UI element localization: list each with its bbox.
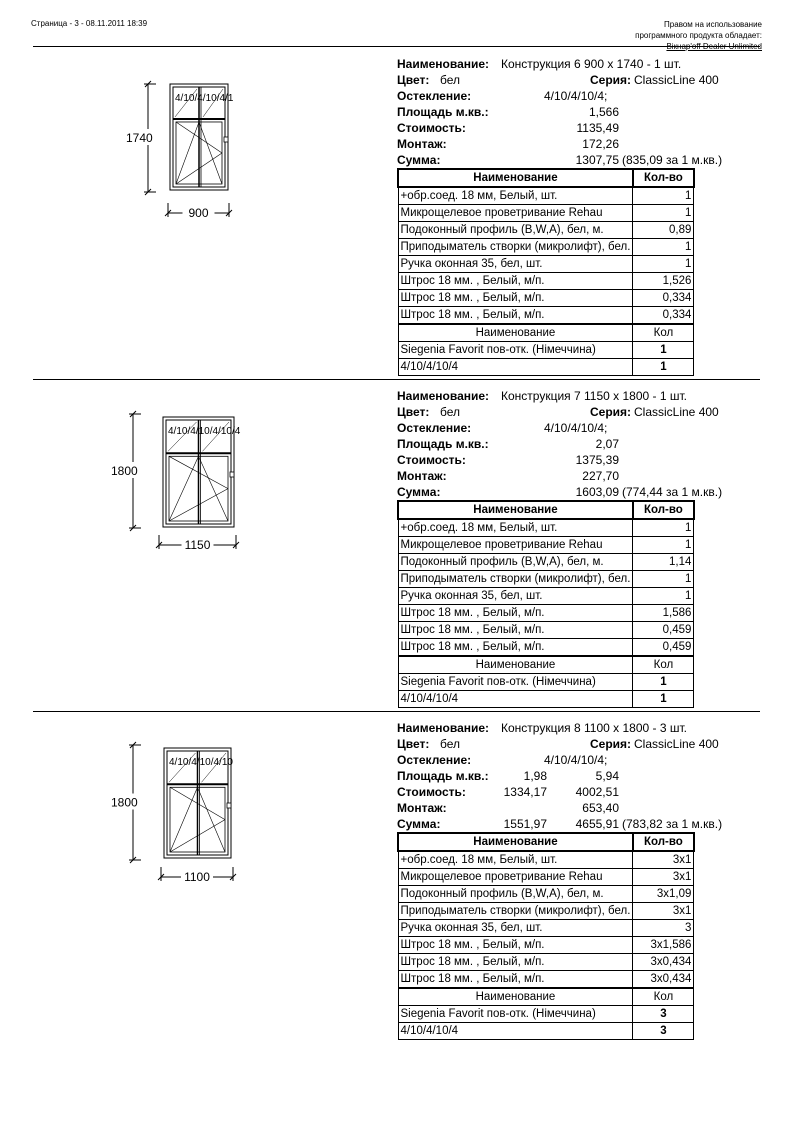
table-row: [398, 187, 694, 205]
glazing-value: 4/10/4/10/4;: [544, 421, 608, 435]
item-name: Штрос 18 мм. , Белый, м/п.: [398, 622, 633, 639]
table-row: [398, 971, 694, 989]
sub-col-qty: Кол: [633, 988, 694, 1006]
item-qty: 1: [633, 205, 694, 222]
handle-icon: [224, 137, 228, 142]
sub-item-qty: 1: [633, 691, 694, 708]
item-name: Штрос 18 мм. , Белый, м/п.: [398, 971, 633, 989]
sub-item-qty: 3: [633, 1023, 694, 1040]
handle-icon: [230, 472, 234, 477]
install-label: Монтаж:: [397, 137, 447, 151]
table-row: [398, 222, 694, 239]
table-row: [398, 954, 694, 971]
item-qty: 3x0,434: [633, 954, 694, 971]
construction-name: Конструкция 7 1150 x 1800 - 1 шт.: [501, 389, 687, 403]
table-row: [398, 920, 694, 937]
item-qty: 3x1: [633, 903, 694, 920]
sum-unit-value: 1551,97: [503, 817, 547, 831]
item-name: +обр.соед. 18 мм, Белый, шт.: [398, 519, 633, 537]
series-value: ClassicLine 400: [634, 73, 719, 87]
item-qty: 1: [633, 187, 694, 205]
price-per-m2: (835,09 за 1 м.кв.): [622, 153, 723, 167]
sub-item-name: Siegenia Favorit пов-отк. (Німеччина): [398, 1006, 633, 1023]
cost-label: Стоимость:: [397, 785, 466, 799]
sub-col-qty: Кол: [633, 324, 694, 342]
cost-label: Стоимость:: [397, 453, 466, 467]
series-value: ClassicLine 400: [634, 737, 719, 751]
item-qty: 1: [633, 239, 694, 256]
table-row: [398, 239, 694, 256]
cost-label: Стоимость:: [397, 121, 466, 135]
sum-value: 1603,09: [575, 485, 619, 499]
sum-value: 1307,75: [575, 153, 619, 167]
item-name: Приподыматель створки (микролифт), бел.: [398, 239, 633, 256]
install-value: 653,40: [582, 801, 619, 815]
license-line-2: программного продукта обладает:: [635, 31, 762, 40]
name-label: Наименование:: [397, 721, 490, 735]
table-row: [398, 903, 694, 920]
col-header-qty: Кол-во: [633, 833, 694, 851]
color-value: бел: [440, 73, 461, 87]
handle-icon: [227, 803, 231, 808]
item-name: Штрос 18 мм. , Белый, м/п.: [398, 639, 633, 657]
table-header-row: [398, 169, 694, 187]
table-row: [398, 571, 694, 588]
construction-name: Конструкция 6 900 x 1740 - 1 шт.: [501, 57, 682, 71]
items-table: [397, 500, 695, 708]
item-name: +обр.соед. 18 мм, Белый, шт.: [398, 187, 633, 205]
cost-value: 1375,39: [575, 453, 619, 467]
sub-item-qty: 1: [633, 359, 694, 376]
item-qty: 0,334: [633, 307, 694, 325]
item-qty: 3x1: [633, 851, 694, 869]
area-value: 2,07: [595, 437, 619, 451]
item-qty: 1: [633, 571, 694, 588]
install-label: Монтаж:: [397, 469, 447, 483]
sub-item-name: 4/10/4/10/4: [398, 359, 633, 376]
pane-label: 4/10/4/10/4/10/4: [168, 426, 241, 437]
item-name: +обр.соед. 18 мм, Белый, шт.: [398, 851, 633, 869]
col-header-qty: Кол-во: [633, 501, 694, 519]
construction-info: [397, 388, 757, 500]
item-qty: 1: [633, 256, 694, 273]
item-name: Микрощелевое проветривание Rehau: [398, 205, 633, 222]
item-qty: 0,334: [633, 290, 694, 307]
sum-label: Сумма:: [397, 485, 441, 499]
sub-item-name: 4/10/4/10/4: [398, 691, 633, 708]
page-header-left: Страница - 3 - 08.11.2011 18:39: [31, 19, 148, 28]
pane-label: 4/10/4/10/4/1: [175, 93, 234, 104]
sub-item-name: Siegenia Favorit пов-отк. (Німеччина): [398, 674, 633, 691]
item-qty: 0,459: [633, 639, 694, 657]
item-name: Приподыматель створки (микролифт), бел.: [398, 571, 633, 588]
glazing-label: Остекление:: [397, 89, 472, 103]
construction-info: [397, 720, 757, 832]
cost-value: 4002,51: [575, 785, 619, 799]
col-header-name: Наименование: [398, 833, 633, 851]
series-label: Серия:: [590, 73, 632, 87]
table-row: [398, 605, 694, 622]
item-name: Подоконный профиль (B,W,A), бел, м.: [398, 886, 633, 903]
color-value: бел: [440, 737, 461, 751]
area-label: Площадь м.кв.:: [397, 769, 489, 783]
sub-header-row: [398, 988, 694, 1006]
sub-header-row: [398, 324, 694, 342]
item-qty: 1,586: [633, 605, 694, 622]
sub-col-qty: Кол: [633, 656, 694, 674]
sum-value: 4655,91: [575, 817, 619, 831]
items-table: [397, 832, 695, 1040]
table-row: [398, 290, 694, 307]
sub-item-qty: 1: [633, 674, 694, 691]
item-name: Микрощелевое проветривание Rehau: [398, 869, 633, 886]
table-row: [398, 359, 694, 376]
series-label: Серия:: [590, 405, 632, 419]
table-row: [398, 869, 694, 886]
name-label: Наименование:: [397, 389, 490, 403]
sub-col-name: Наименование: [398, 324, 633, 342]
sub-item-name: 4/10/4/10/4: [398, 1023, 633, 1040]
item-name: Штрос 18 мм. , Белый, м/п.: [398, 290, 633, 307]
table-row: [398, 674, 694, 691]
item-name: Штрос 18 мм. , Белый, м/п.: [398, 273, 633, 290]
item-qty: 3x1,586: [633, 937, 694, 954]
table-row: [398, 1023, 694, 1040]
table-header-row: [398, 501, 694, 519]
item-qty: 1,14: [633, 554, 694, 571]
glazing-value: 4/10/4/10/4;: [544, 89, 608, 103]
item-qty: 3x1,09: [633, 886, 694, 903]
width-dimension: 1100: [184, 870, 210, 884]
table-row: [398, 307, 694, 325]
sub-item-name: Siegenia Favorit пов-отк. (Німеччина): [398, 342, 633, 359]
sub-item-qty: 1: [633, 342, 694, 359]
item-qty: 0,89: [633, 222, 694, 239]
table-row: [398, 639, 694, 657]
item-qty: 3x1: [633, 869, 694, 886]
sub-col-name: Наименование: [398, 656, 633, 674]
height-dimension: 1800: [111, 795, 138, 810]
series-value: ClassicLine 400: [634, 405, 719, 419]
license-line-1: Правом на использование: [664, 20, 762, 29]
item-name: Ручка оконная 35, бел, шт.: [398, 256, 633, 273]
install-value: 172,26: [582, 137, 619, 151]
table-row: [398, 519, 694, 537]
pane-label: 4/10/4/10/4/10: [169, 757, 233, 768]
item-name: Микрощелевое проветривание Rehau: [398, 537, 633, 554]
table-row: [398, 691, 694, 708]
color-label: Цвет:: [397, 73, 430, 87]
width-dimension: 900: [188, 206, 209, 220]
item-name: Подоконный профиль (B,W,A), бел, м.: [398, 554, 633, 571]
table-row: [398, 342, 694, 359]
sum-label: Сумма:: [397, 153, 441, 167]
sub-item-qty: 3: [633, 1006, 694, 1023]
color-value: бел: [440, 405, 461, 419]
width-dimension: 1150: [184, 538, 211, 552]
item-qty: 3: [633, 920, 694, 937]
glazing-value: 4/10/4/10/4;: [544, 753, 608, 767]
glazing-label: Остекление:: [397, 753, 472, 767]
table-row: [398, 1006, 694, 1023]
table-row: [398, 937, 694, 954]
series-label: Серия:: [590, 737, 632, 751]
cost-value: 1135,49: [576, 121, 619, 135]
item-name: Штрос 18 мм. , Белый, м/п.: [398, 937, 633, 954]
table-row: [398, 273, 694, 290]
item-name: Ручка оконная 35, бел, шт.: [398, 588, 633, 605]
install-value: 227,70: [582, 469, 619, 483]
table-row: [398, 205, 694, 222]
table-row: [398, 554, 694, 571]
area-label: Площадь м.кв.:: [397, 105, 489, 119]
glazing-label: Остекление:: [397, 421, 472, 435]
item-name: Подоконный профиль (B,W,A), бел, м.: [398, 222, 633, 239]
item-qty: 1: [633, 588, 694, 605]
item-name: Штрос 18 мм. , Белый, м/п.: [398, 307, 633, 325]
item-qty: 1,526: [633, 273, 694, 290]
item-qty: 1: [633, 519, 694, 537]
table-row: [398, 886, 694, 903]
name-label: Наименование:: [397, 57, 490, 71]
color-label: Цвет:: [397, 405, 430, 419]
item-name: Приподыматель створки (микролифт), бел.: [398, 903, 633, 920]
area-value: 1,566: [588, 105, 619, 119]
install-label: Монтаж:: [397, 801, 447, 815]
item-qty: 1: [633, 537, 694, 554]
col-header-name: Наименование: [398, 169, 633, 187]
sub-header-row: [398, 656, 694, 674]
license-owner: Вікнар'off Dealer Unlimited: [666, 42, 762, 51]
height-dimension: 1800: [111, 464, 138, 478]
item-name: Штрос 18 мм. , Белый, м/п.: [398, 954, 633, 971]
price-per-m2: (783,82 за 1 м.кв.): [622, 817, 723, 831]
area-unit-value: 1,98: [523, 769, 547, 783]
color-label: Цвет:: [397, 737, 430, 751]
cost-unit-value: 1334,17: [503, 785, 547, 799]
construction-name: Конструкция 8 1100 x 1800 - 3 шт.: [501, 721, 687, 735]
col-header-name: Наименование: [398, 501, 633, 519]
area-label: Площадь м.кв.:: [397, 437, 489, 451]
sub-col-name: Наименование: [398, 988, 633, 1006]
table-row: [398, 256, 694, 273]
table-row: [398, 622, 694, 639]
item-name: Ручка оконная 35, бел, шт.: [398, 920, 633, 937]
construction-info: [397, 56, 757, 168]
table-header-row: [398, 833, 694, 851]
price-per-m2: (774,44 за 1 м.кв.): [622, 485, 723, 499]
item-qty: 3x0,434: [633, 971, 694, 989]
item-qty: 0,459: [633, 622, 694, 639]
item-name: Штрос 18 мм. , Белый, м/п.: [398, 605, 633, 622]
table-row: [398, 537, 694, 554]
table-row: [398, 588, 694, 605]
sum-label: Сумма:: [397, 817, 441, 831]
area-value: 5,94: [595, 769, 619, 783]
table-row: [398, 851, 694, 869]
height-dimension: 1740: [126, 131, 153, 145]
col-header-qty: Кол-во: [633, 169, 694, 187]
items-table: [397, 168, 695, 376]
